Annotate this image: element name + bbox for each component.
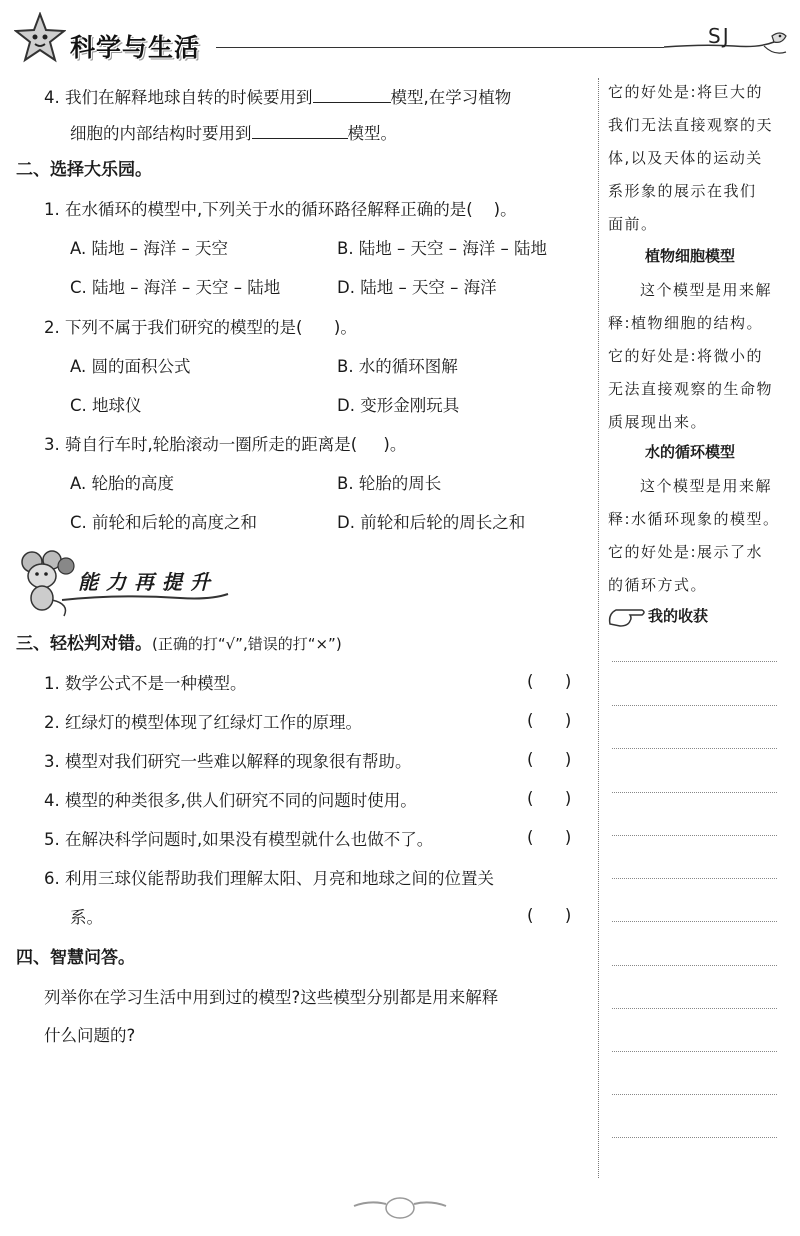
choice-question-3 [44, 433, 406, 457]
question-text: 模型。 [347, 124, 397, 143]
header-rule [216, 47, 664, 48]
fill-question-4-line1 [44, 84, 511, 110]
note-line[interactable] [612, 965, 777, 966]
sidebar-text: 这个模型是用来解 [640, 281, 773, 299]
sidebar-text: 它的好处是:将巨大的 [608, 83, 764, 101]
option-c[interactable]: C. 地球仪 [70, 396, 142, 415]
sidebar-text: 这个模型是用来解 [640, 477, 773, 495]
judge-item-6-cont: 系。 [70, 908, 103, 927]
question-close: )。 [493, 200, 517, 219]
question-text: 模型,在学习植物 [390, 88, 512, 107]
header-title: 科学与生活 [70, 33, 201, 62]
header-code: SJ [708, 24, 731, 48]
sidebar-heading-water: 水的循环模型 [645, 443, 736, 461]
option-b[interactable]: B. 轮胎的周长 [337, 474, 442, 493]
sidebar-text: 系形象的展示在我们 [608, 182, 757, 200]
judge-answer-paren[interactable]: ( ) [527, 711, 572, 730]
judge-answer-paren[interactable]: ( ) [527, 906, 572, 925]
answer-paren[interactable] [302, 318, 333, 337]
note-line[interactable] [612, 661, 777, 662]
section-4-title: 四、智慧问答。 [16, 948, 135, 968]
sidebar-text: 我们无法直接观察的天 [608, 116, 774, 134]
sidebar-text: 质展现出来。 [608, 413, 708, 431]
option-d[interactable]: D. 陆地 – 天空 – 海洋 [337, 278, 497, 297]
sidebar-text: 释:植物细胞的结构。 [608, 314, 764, 332]
judge-answer-paren[interactable]: ( ) [527, 789, 572, 808]
note-line[interactable] [612, 792, 777, 793]
sidebar-text: 面前。 [608, 215, 658, 233]
note-line[interactable] [612, 1051, 777, 1052]
choice-question-1 [44, 198, 517, 222]
sidebar-text: 它的好处是:展示了水 [608, 543, 764, 561]
option-d[interactable]: D. 变形金刚玩具 [337, 396, 460, 415]
section-2-title: 二、选择大乐园。 [16, 160, 152, 180]
judge-item-3: 3. 模型对我们研究一些难以解释的现象很有帮助。 [44, 752, 412, 771]
banner-title: 能力再提升 [78, 570, 218, 594]
question-text-line2: 什么问题的? [44, 1026, 136, 1045]
judge-item-6: 6. 利用三球仪能帮助我们理解太阳、月亮和地球之间的位置关 [44, 869, 494, 888]
answer-blank[interactable] [252, 120, 348, 139]
judge-item-5: 5. 在解决科学问题时,如果没有模型就什么也做不了。 [44, 830, 434, 849]
note-line[interactable] [612, 921, 777, 922]
judge-answer-paren[interactable]: ( ) [527, 672, 572, 691]
question-text: 4. 我们在解释地球自转的时候要用到 [44, 88, 313, 107]
option-b[interactable]: B. 陆地 – 天空 – 海洋 – 陆地 [337, 239, 548, 258]
star-mascot-icon [14, 12, 66, 64]
question-stem: 2. 下列不属于我们研究的模型的是( [44, 318, 303, 337]
option-d[interactable]: D. 前轮和后轮的周长之和 [337, 513, 526, 532]
sidebar-text: 无法直接观察的生命物 [608, 380, 774, 398]
judge-item-4: 4. 模型的种类很多,供人们研究不同的问题时使用。 [44, 791, 417, 810]
sidebar-text: 体,以及天体的运动关 [608, 149, 763, 167]
option-c[interactable]: C. 陆地 – 海洋 – 天空 – 陆地 [70, 278, 281, 297]
sidebar-text: 的循环方式。 [608, 576, 708, 594]
note-line[interactable] [612, 1137, 777, 1138]
note-line[interactable] [612, 1094, 777, 1095]
question-stem: 3. 骑自行车时,轮胎滚动一圈所走的距离是( [44, 435, 358, 454]
note-line[interactable] [612, 748, 777, 749]
judge-item-2: 2. 红绿灯的模型体现了红绿灯工作的原理。 [44, 713, 362, 732]
fill-question-4-line2 [70, 120, 397, 146]
question-close: )。 [333, 318, 357, 337]
page-number-ornament [350, 1190, 450, 1220]
note-line[interactable] [612, 878, 777, 879]
pointing-hand-icon [606, 604, 650, 630]
option-b[interactable]: B. 水的循环图解 [337, 357, 458, 376]
sidebar-text: 释:水循环现象的模型。 [608, 510, 780, 528]
option-a[interactable]: A. 陆地 – 海洋 – 天空 [70, 239, 228, 258]
option-a[interactable]: A. 圆的面积公式 [70, 357, 191, 376]
judge-item-1: 1. 数学公式不是一种模型。 [44, 674, 247, 693]
note-line[interactable] [612, 835, 777, 836]
answer-blank[interactable] [313, 84, 391, 103]
question-text-line1: 列举你在学习生活中用到过的模型?这些模型分别都是用来解释 [44, 988, 499, 1007]
section-3-title [16, 632, 342, 656]
option-c[interactable]: C. 前轮和后轮的高度之和 [70, 513, 258, 532]
answer-paren[interactable] [357, 435, 383, 454]
sidebar-heading-cell: 植物细胞模型 [645, 247, 736, 265]
question-close: )。 [383, 435, 407, 454]
section-title-text: 三、轻松判对错。 [16, 634, 152, 654]
note-line[interactable] [612, 1008, 777, 1009]
option-a[interactable]: A. 轮胎的高度 [70, 474, 174, 493]
judge-answer-paren[interactable]: ( ) [527, 750, 572, 769]
section-note: (正确的打“√”,错误的打“×”) [152, 635, 342, 653]
sidebar-text: 它的好处是:将微小的 [608, 347, 764, 365]
choice-question-2 [44, 316, 357, 340]
note-line[interactable] [612, 705, 777, 706]
banner-underline [60, 590, 230, 608]
sidebar-heading-harvest: 我的收获 [648, 607, 709, 625]
judge-answer-paren[interactable]: ( ) [527, 828, 572, 847]
column-divider [598, 78, 599, 1178]
answer-paren[interactable] [473, 200, 494, 219]
question-text: 细胞的内部结构时要用到 [70, 124, 252, 143]
question-stem: 1. 在水循环的模型中,下列关于水的循环路径解释正确的是( [44, 200, 473, 219]
